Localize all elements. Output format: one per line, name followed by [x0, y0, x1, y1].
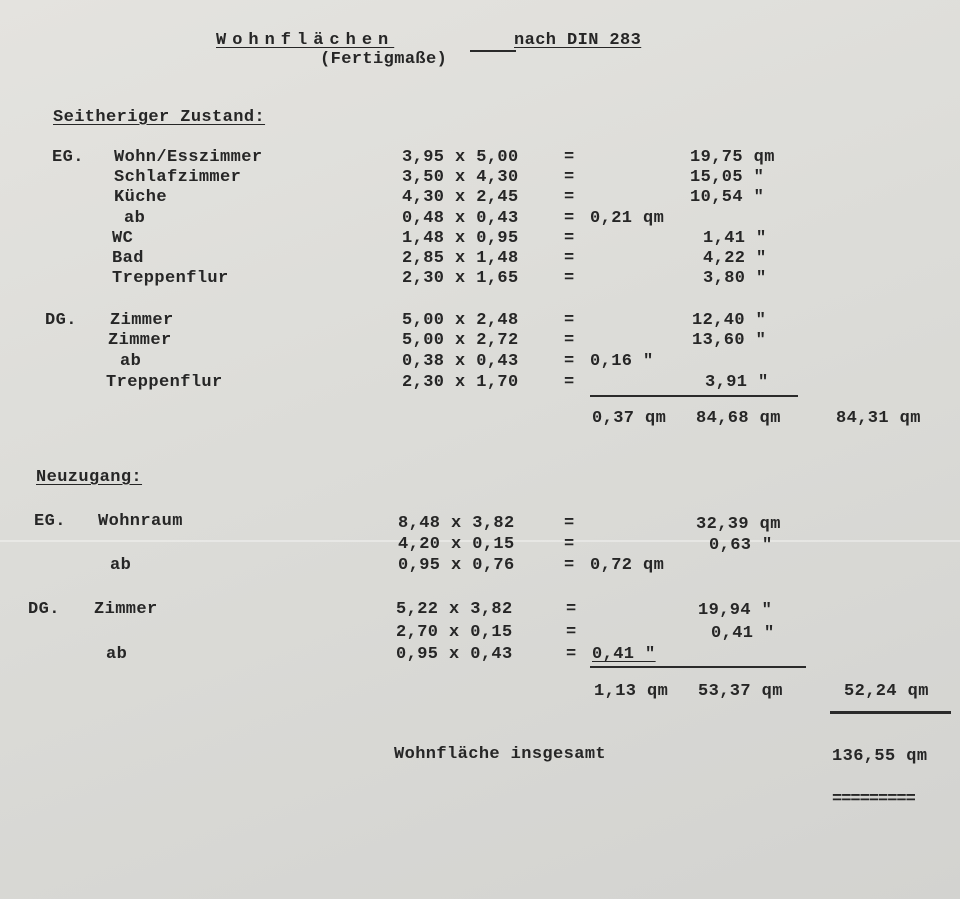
room-name: Treppenflur [112, 269, 229, 288]
gross-total: 53,37 qm [698, 682, 783, 701]
title-underline-gap [470, 50, 516, 52]
area-value: 3,80 " [703, 269, 767, 288]
dimensions: 2,85 x 1,48 [402, 249, 519, 268]
room-name: Schlafzimmer [114, 168, 242, 187]
room-name: Wohn/Esszimmer [114, 148, 263, 167]
subtotal-rule [830, 711, 951, 714]
equals-sign: = [564, 209, 575, 228]
room-name: Küche [114, 188, 168, 207]
dimensions: 5,00 x 2,72 [402, 331, 519, 350]
equals-sign: = [564, 331, 575, 350]
equals-sign: = [564, 229, 575, 248]
deduction-value: 0,41 " [592, 645, 656, 664]
area-value: 0,63 " [709, 536, 773, 555]
document-title-suffix: nach DIN 283 [514, 31, 642, 50]
dimensions: 2,30 x 1,65 [402, 269, 519, 288]
equals-sign: = [566, 645, 577, 664]
dimensions: 3,95 x 5,00 [402, 148, 519, 167]
area-value: 13,60 " [692, 331, 767, 350]
area-value: 1,41 " [703, 229, 767, 248]
dimensions: 3,50 x 4,30 [402, 168, 519, 187]
document-title: Wohnflächen [216, 31, 395, 50]
double-underline: ========= [832, 790, 915, 809]
room-name: Zimmer [110, 311, 174, 330]
sum-rule [590, 395, 798, 397]
floor-label: EG. [52, 148, 84, 167]
equals-sign: = [564, 148, 575, 167]
room-name: WC [112, 229, 134, 248]
room-name: Zimmer [108, 331, 172, 350]
deduction-value: 0,72 qm [590, 556, 665, 575]
area-value: 15,05 " [690, 168, 765, 187]
area-value: 32,39 qm [696, 515, 781, 534]
floor-label: DG. [28, 600, 60, 619]
floor-label: DG. [45, 311, 77, 330]
sum-rule [590, 666, 806, 668]
dimensions: 4,20 x 0,15 [398, 535, 515, 554]
grand-total-label: Wohnfläche insgesamt [394, 745, 607, 764]
room-name: ab [110, 556, 132, 575]
dimensions: 8,48 x 3,82 [398, 514, 515, 533]
net-total: 52,24 qm [844, 682, 929, 701]
gross-total: 84,68 qm [696, 409, 781, 428]
area-value: 19,75 qm [690, 148, 775, 167]
room-name: ab [120, 352, 142, 371]
area-value: 4,22 " [703, 249, 767, 268]
section-heading-new: Neuzugang: [36, 468, 143, 487]
equals-sign: = [564, 269, 575, 288]
equals-sign: = [564, 311, 575, 330]
equals-sign: = [566, 600, 577, 619]
dimensions: 1,48 x 0,95 [402, 229, 519, 248]
dimensions: 0,95 x 0,76 [398, 556, 515, 575]
room-name: ab [124, 209, 146, 228]
room-name: Bad [112, 249, 144, 268]
area-value: 12,40 " [692, 311, 767, 330]
area-value: 19,94 " [698, 601, 773, 620]
equals-sign: = [566, 623, 577, 642]
dimensions: 2,30 x 1,70 [402, 373, 519, 392]
equals-sign: = [564, 514, 575, 533]
grand-total-value: 136,55 qm [832, 747, 928, 766]
dimensions: 0,48 x 0,43 [402, 209, 519, 228]
section-heading-existing: Seitheriger Zustand: [53, 108, 266, 127]
equals-sign: = [564, 168, 575, 187]
deduction-value: 0,21 qm [590, 209, 665, 228]
dimensions: 4,30 x 2,45 [402, 188, 519, 207]
floor-label: EG. [34, 512, 66, 531]
dimensions: 2,70 x 0,15 [396, 623, 513, 642]
equals-sign: = [564, 188, 575, 207]
equals-sign: = [564, 373, 575, 392]
room-name: Treppenflur [106, 373, 223, 392]
area-value: 3,91 " [705, 373, 769, 392]
equals-sign: = [564, 249, 575, 268]
area-value: 10,54 " [690, 188, 765, 207]
equals-sign: = [564, 352, 575, 371]
area-value: 0,41 " [711, 624, 775, 643]
equals-sign: = [564, 556, 575, 575]
dimensions: 5,00 x 2,48 [402, 311, 519, 330]
deduction-total: 0,37 qm [592, 409, 667, 428]
deduction-total: 1,13 qm [594, 682, 669, 701]
room-name: Zimmer [94, 600, 158, 619]
document-subtitle: (Fertigmaße) [320, 50, 448, 69]
room-name: Wohnraum [98, 512, 183, 531]
dimensions: 5,22 x 3,82 [396, 600, 513, 619]
dimensions: 0,38 x 0,43 [402, 352, 519, 371]
dimensions: 0,95 x 0,43 [396, 645, 513, 664]
room-name: ab [106, 645, 128, 664]
net-total: 84,31 qm [836, 409, 921, 428]
deduction-value: 0,16 " [590, 352, 654, 371]
equals-sign: = [564, 535, 575, 554]
